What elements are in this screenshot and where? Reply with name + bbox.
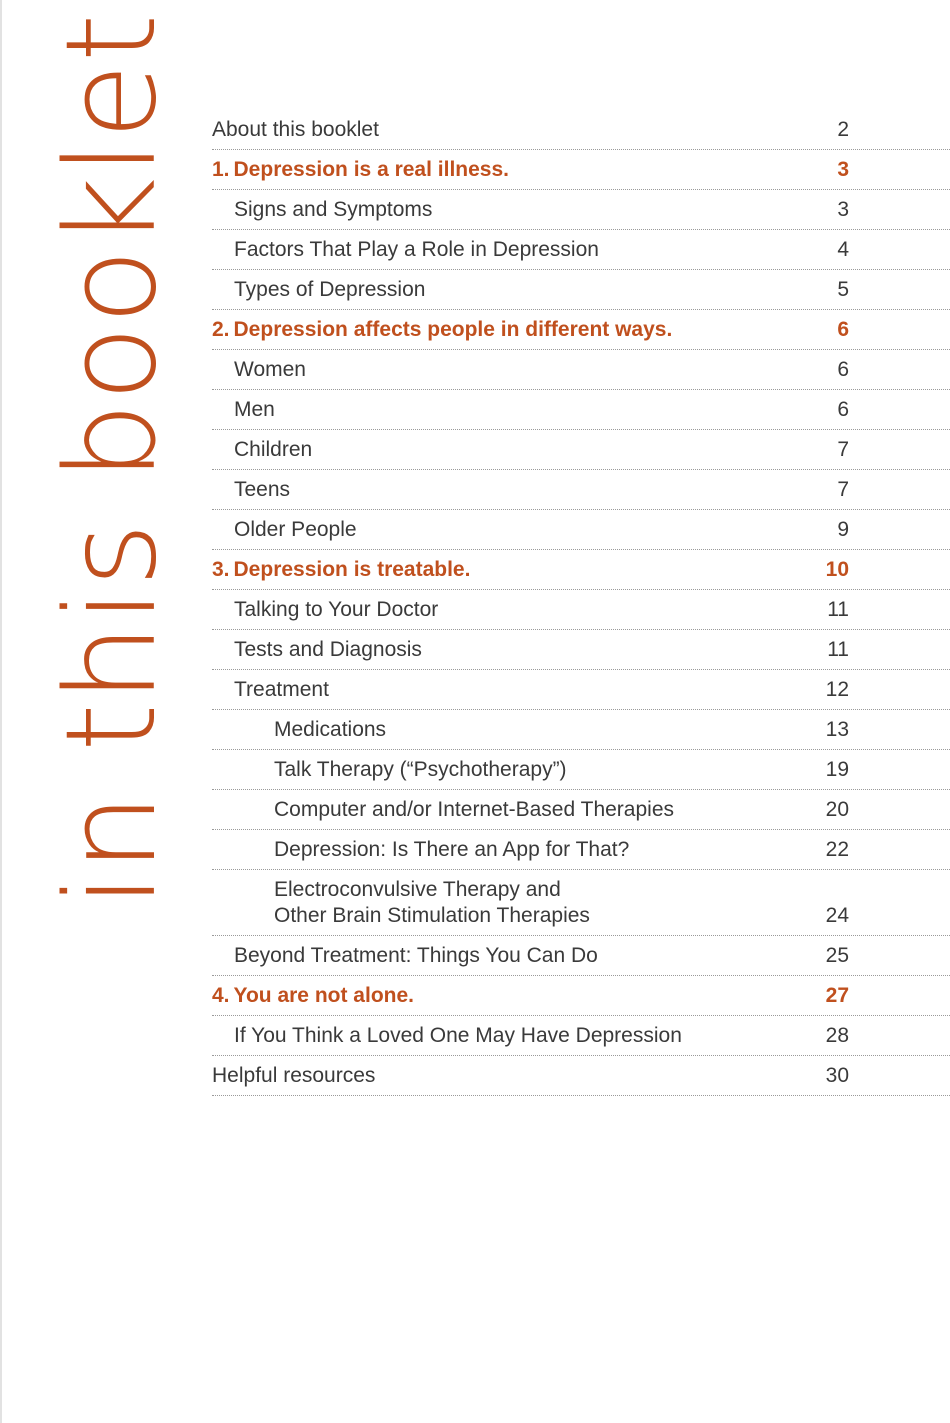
toc-entry-row: [212, 830, 950, 870]
toc-entry-title: About this booklet: [212, 118, 379, 141]
toc-entry-row: [212, 430, 950, 470]
page-edge-shadow: [0, 0, 2, 1423]
toc-chapter-number: 2.: [212, 318, 230, 341]
toc-entry-row: [212, 390, 950, 430]
toc-entry-title: Tests and Diagnosis: [234, 638, 422, 661]
toc-chapter-row: [212, 976, 950, 1016]
toc-entry-title: If You Think a Loved One May Have Depression: [234, 1024, 682, 1047]
toc-chapter-row: [212, 550, 950, 590]
toc-chapter-title: [212, 157, 772, 183]
toc-page-number: 30: [825, 1064, 849, 1087]
toc-entry-title: Signs and Symptoms: [234, 198, 433, 221]
toc-entry-title: Older People: [234, 518, 357, 541]
toc-page-number: 3: [837, 198, 849, 221]
toc-page-number: 5: [837, 278, 849, 301]
toc-entry-row: [212, 470, 950, 510]
toc-entry-title: Factors That Play a Role in Depression: [234, 238, 599, 261]
toc-entry-row: [212, 710, 950, 750]
toc-page-number: 12: [825, 678, 849, 701]
toc-page-number: 25: [825, 944, 849, 967]
toc-chapter-number: 1.: [212, 158, 230, 181]
toc-entry-title: [212, 877, 834, 929]
toc-chapter-title: [212, 557, 772, 583]
toc-page-number: 9: [837, 518, 849, 541]
toc-page-number: 19: [825, 758, 849, 781]
toc-entry-title-line: Other Brain Stimulation Therapies: [274, 904, 590, 927]
toc-entry-row: [212, 510, 950, 550]
toc-chapter-text: Depression affects people in different ways.: [233, 318, 673, 341]
toc-entry-row: [212, 750, 950, 790]
toc-entry-row: [212, 190, 950, 230]
toc-page-number: 24: [825, 904, 849, 927]
toc-entry-title: Computer and/or Internet-Based Therapies: [274, 798, 675, 821]
toc-page-number: 6: [837, 318, 849, 341]
toc-entry-title: Medications: [274, 718, 387, 741]
toc-entry-row: [212, 630, 950, 670]
toc-entry-title: Children: [234, 438, 313, 461]
toc-entry-row: [212, 790, 950, 830]
toc-page-number: 3: [837, 158, 849, 181]
toc-page-number: 4: [837, 238, 849, 261]
toc-entry-title: Treatment: [234, 678, 329, 701]
toc-entry-title: Women: [234, 358, 306, 381]
table-of-contents: [212, 110, 950, 1096]
toc-page-number: 13: [825, 718, 849, 741]
toc-entry-row: [212, 936, 950, 976]
toc-page-number: 7: [837, 438, 849, 461]
toc-entry-title: Teens: [234, 478, 291, 501]
toc-page-number: 6: [837, 398, 849, 421]
toc-page-number: 27: [825, 984, 849, 1007]
toc-page-number: 2: [837, 118, 849, 141]
toc-entry-row: [212, 230, 950, 270]
toc-page-number: 7: [837, 478, 849, 501]
toc-chapter-row: [212, 310, 950, 350]
toc-entry-title: Talk Therapy (“Psychotherapy”): [274, 758, 567, 781]
toc-chapter-text: You are not alone.: [233, 984, 414, 1007]
toc-chapter-text: Depression is treatable.: [233, 558, 471, 581]
toc-entry-title: Talking to Your Doctor: [234, 598, 439, 621]
toc-entry-row: [212, 110, 950, 150]
toc-page-number: 28: [825, 1024, 849, 1047]
booklet-section-title: in this booklet: [40, 12, 184, 908]
toc-page-number: 11: [827, 598, 849, 621]
toc-chapter-row: [212, 150, 950, 190]
toc-entry-row: [212, 870, 950, 936]
toc-entry-title: Depression: Is There an App for That?: [274, 838, 630, 861]
toc-entry-title: Helpful resources: [212, 1064, 376, 1087]
toc-page-number: 10: [825, 558, 849, 581]
toc-entry-row: [212, 270, 950, 310]
toc-entry-row: [212, 670, 950, 710]
toc-page-number: 20: [825, 798, 849, 821]
toc-chapter-number: 3.: [212, 558, 230, 581]
toc-chapter-title: [212, 983, 772, 1009]
toc-entry-title: Men: [234, 398, 275, 421]
toc-entry-row: [212, 350, 950, 390]
toc-entry-title: Beyond Treatment: Things You Can Do: [234, 944, 598, 967]
toc-page-number: 11: [827, 638, 849, 661]
toc-page-number: 22: [825, 838, 849, 861]
toc-entry-row: [212, 1016, 950, 1056]
toc-page-number: 6: [837, 358, 849, 381]
toc-entry-row: [212, 1056, 950, 1096]
toc-chapter-title: [212, 317, 772, 343]
toc-chapter-number: 4.: [212, 984, 230, 1007]
toc-chapter-text: Depression is a real illness.: [233, 158, 509, 181]
toc-entry-title-line: Electroconvulsive Therapy and: [274, 878, 561, 901]
toc-entry-row: [212, 590, 950, 630]
toc-entry-title: Types of Depression: [234, 278, 426, 301]
